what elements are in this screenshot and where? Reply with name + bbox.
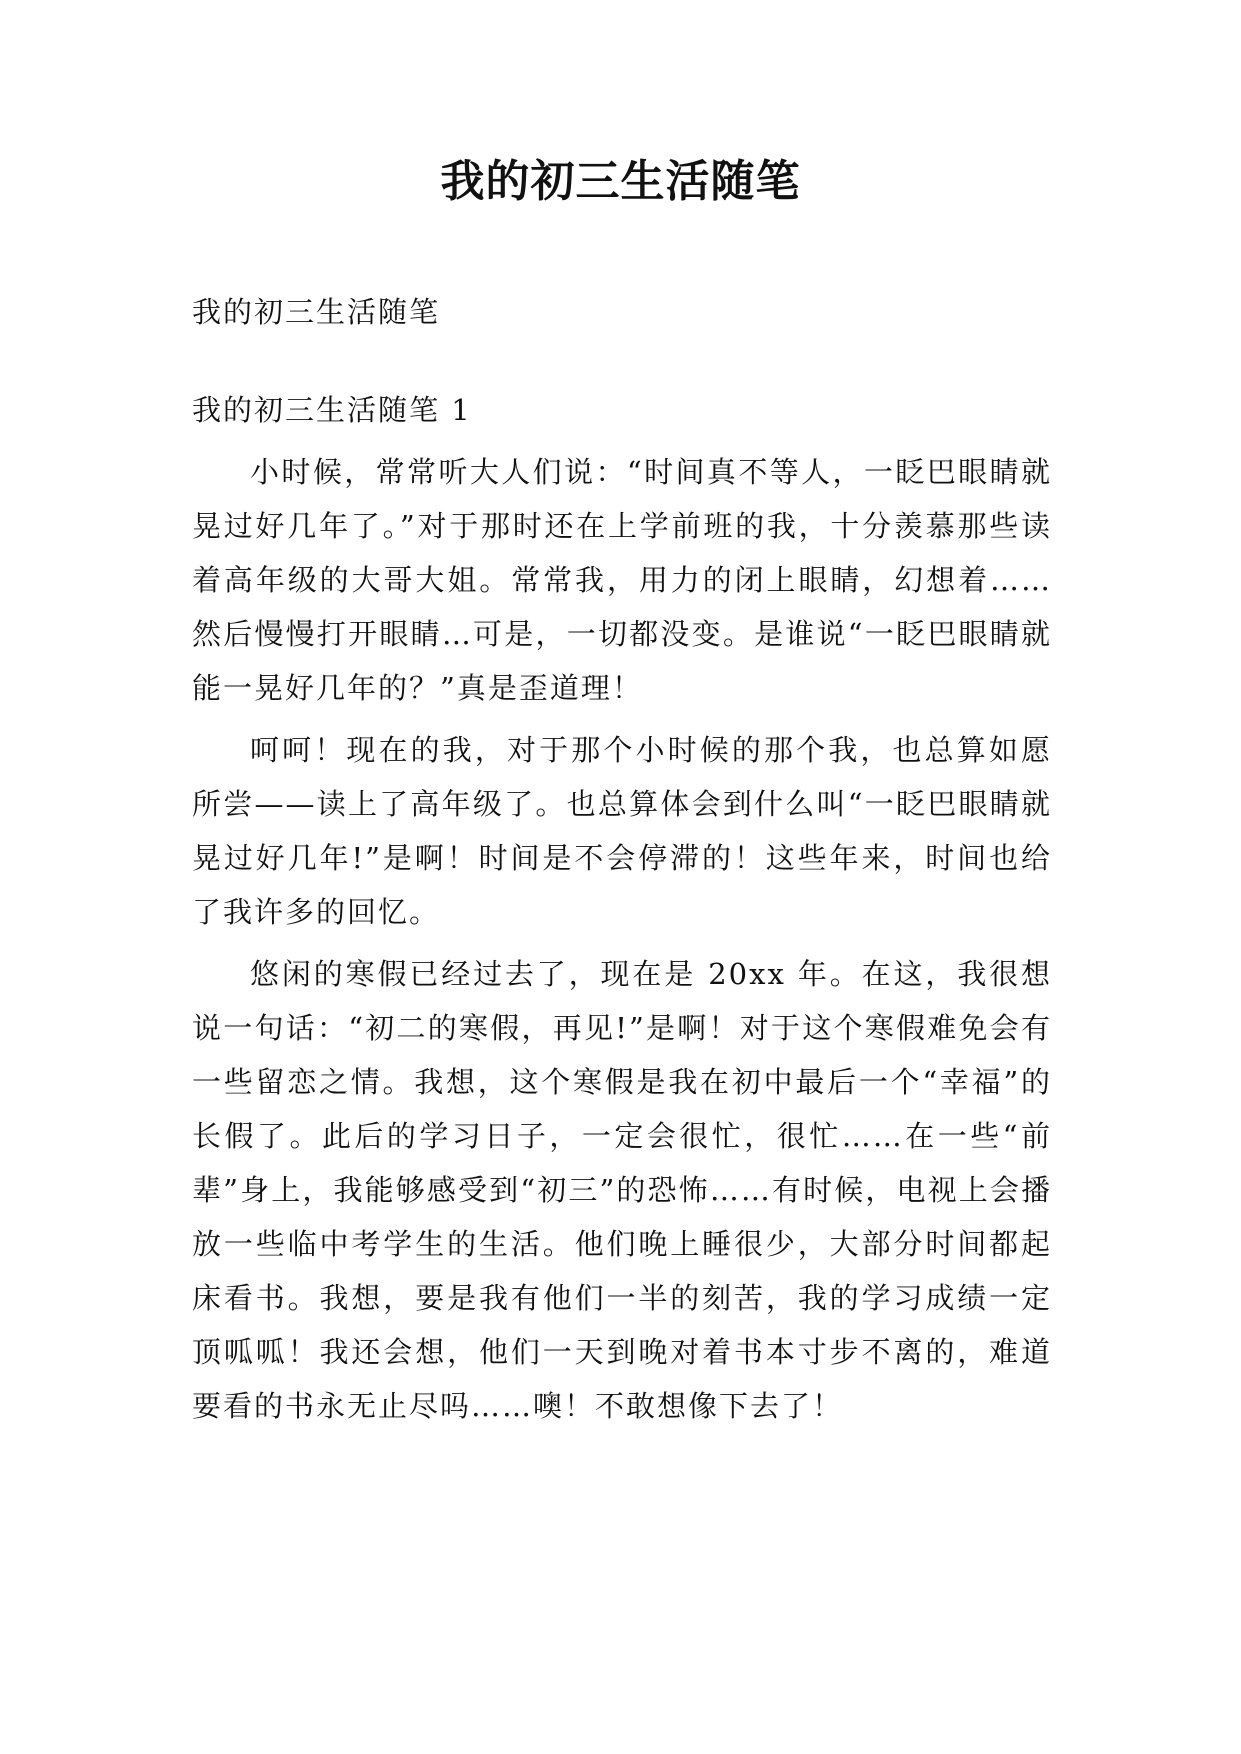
section-heading: 我的初三生活随笔 1 <box>192 393 472 427</box>
paragraph-1: 小时候，常常听大人们说：“时间真不等人，一眨巴眼睛就晃过好几年了。”对于那时还在上学前班的我，十分羡慕那些读着高年级的大哥大姐。常常我，用力的闭上眼睛，幻想着……然后慢慢打开眼睛…可是，一切都没变。是谁说“一眨巴眼睛就能一晃好几年的？”真是歪道理！ <box>192 455 1052 705</box>
document-subtitle: 我的初三生活随笔 <box>192 295 441 329</box>
paragraph-2: 呵呵！现在的我，对于那个小时候的那个我，也总算如愿所尝——读上了高年级了。也总算体会到什么叫“一眨巴眼睛就晃过好几年!”是啊！时间是不会停滞的！这些年来，时间也给了我许多的回忆。 <box>192 733 1052 929</box>
paragraph-3: 悠闲的寒假已经过去了，现在是 20xx 年。在这，我很想说一句话：“初二的寒假，再见!”是啊！对于这个寒假难免会有一些留恋之情。我想，这个寒假是我在初中最后一个“幸福”的长假了。此后的学习日子，一定会很忙，很忙……在一些“前辈”身上，我能够感受到“初三”的恐怖……有时候，电视上会播放一些临中考学生的生活。他们晚上睡很少，大部分时间都起床看书。我想，要是我有他们一半的刻苦，我的学习成绩一定顶呱呱！我还会想，他们一天到晚对着书本寸步不离的，难道要看的书永无止尽吗……噢！不敢想像下去了！ <box>192 957 1052 1423</box>
document-title: 我的初三生活随笔 <box>440 156 801 207</box>
document-body <box>192 285 1052 1433</box>
